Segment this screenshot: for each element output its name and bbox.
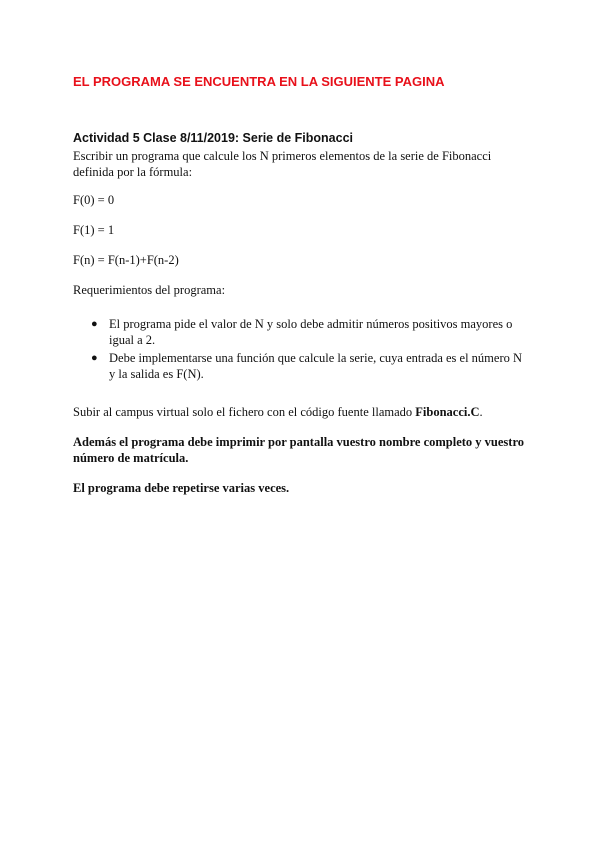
requirement-item [73,316,528,348]
activity-intro: Escribir un programa que calcule los N primeros elementos de la serie de Fibonacci definida por la fórmula: [73,149,492,179]
requirement-text: Debe implementarse una función que calcule la serie, cuya entrada es el número N y la salida es F(N). [109,351,523,381]
upload-text: Subir al campus virtual solo el fichero con el código fuente llamado [73,405,416,419]
formula-f1: F(1) = 1 [73,223,115,237]
next-page-notice: EL PROGRAMA SE ENCUENTRA EN LA SIGUIENTE PAGINA [73,74,445,89]
requirements-heading: Requerimientos del programa: [73,283,226,297]
repeat-requirement: El programa debe repetirse varias veces. [73,481,290,495]
bullet-icon: ● [91,352,98,364]
name-requirement: Además el programa debe imprimir por pantalla vuestro nombre completo y vuestro número de matrícula. [73,435,525,465]
upload-end: . [479,405,483,419]
requirement-item [73,350,528,382]
requirement-text: El programa pide el valor de N y solo debe admitir números positivos mayores o igual a 2. [109,317,513,347]
formula-fn: F(n) = F(n-1)+F(n-2) [73,253,179,267]
bullet-icon: ● [91,318,98,330]
activity-content [73,130,528,496]
source-filename: Fibonacci.C [415,405,480,419]
requirements-list [73,316,528,382]
activity-title: Actividad 5 Clase 8/11/2019: Serie de Fibonacci [73,131,353,145]
formula-f0: F(0) = 0 [73,193,115,207]
upload-instruction [73,404,528,420]
